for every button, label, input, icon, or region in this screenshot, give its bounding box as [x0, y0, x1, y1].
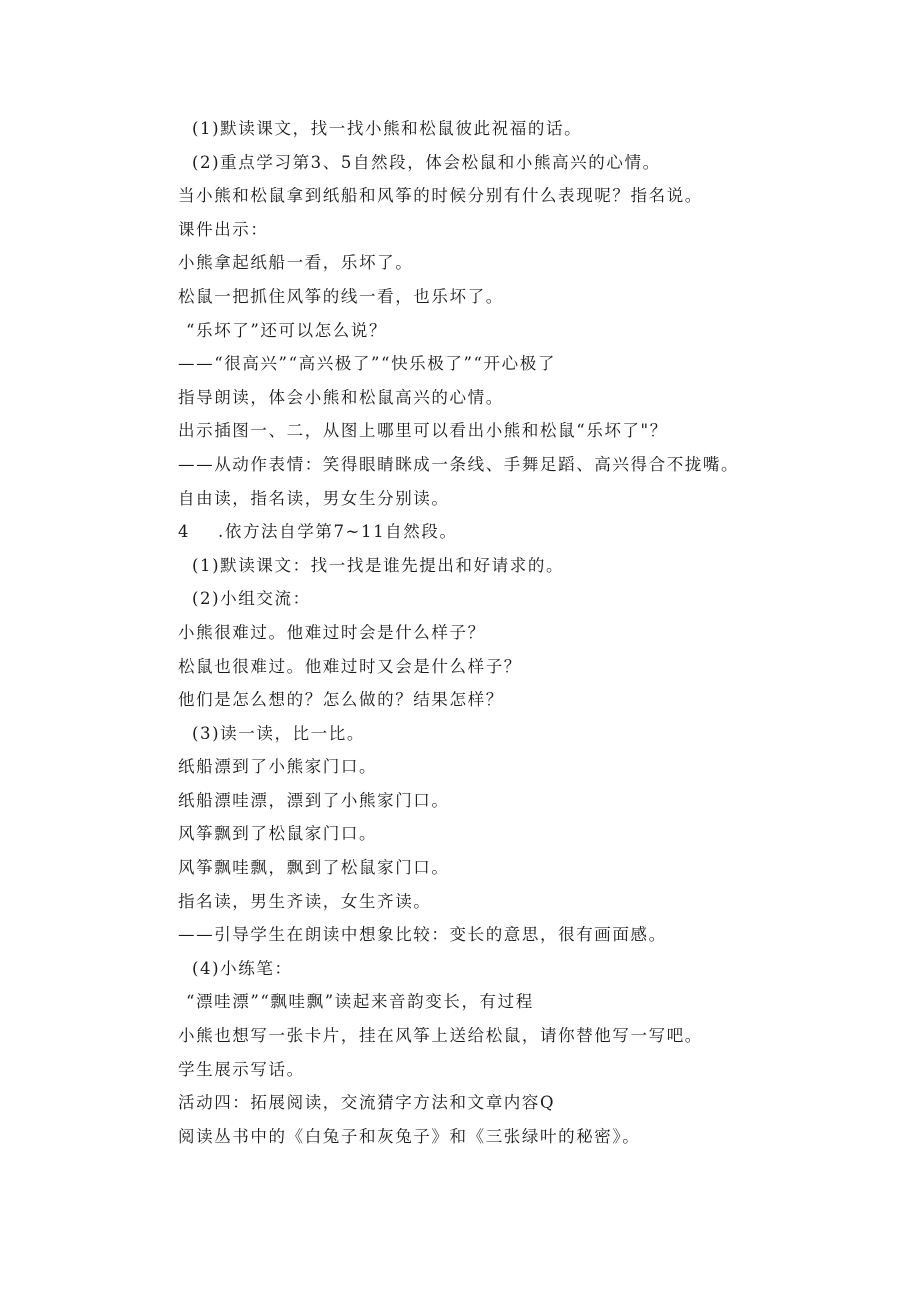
text-line: 阅读丛书中的《白兔子和灰兔子》和《三张绿叶的秘密》。 — [178, 1126, 641, 1146]
text-line: ——引导学生在朗读中想象比较：变长的意思，很有画面感。 — [178, 925, 667, 945]
text-line: ——“很高兴”“高兴极了”“快乐极了”“开心极了 — [178, 354, 556, 374]
text-line: 他们是怎么想的？怎么做的？结果怎样？ — [178, 690, 504, 710]
lesson-text-body — [178, 112, 878, 1153]
text-line: 自由读，指名读，男女生分别读。 — [178, 488, 450, 508]
text-line: 松鼠也很难过。他难过时又会是什么样子？ — [178, 656, 522, 676]
text-line: 纸船漂哇漂，漂到了小熊家门口。 — [178, 790, 450, 810]
text-line: (2)小组交流： — [192, 589, 311, 609]
text-line: (1)默读课文：找一找是谁先提出和好请求的。 — [192, 555, 565, 575]
text-line: 风筝飘到了松鼠家门口。 — [178, 824, 378, 844]
text-line: 松鼠一把抓住风筝的线一看，也乐坏了。 — [178, 286, 504, 306]
text-line: (2)重点学习第3、5自然段，体会松鼠和小熊高兴的心情。 — [192, 152, 661, 172]
text-line: 纸船漂到了小熊家门口。 — [178, 757, 378, 777]
text-line: 活动四：拓展阅读，交流猜字方法和文章内容Q — [178, 1093, 556, 1113]
text-line: 出示插图一、二，从图上哪里可以看出小熊和松鼠“乐坏了"？ — [178, 421, 668, 441]
text-line: “漂哇漂”“飘哇飘”读起来音韵变长，有过程 — [186, 992, 534, 1012]
text-line: 风筝飘哇飘，飘到了松鼠家门口。 — [178, 858, 450, 878]
text-line: (4)小练笔： — [192, 958, 293, 978]
text-line: 小熊也想写一张卡片，挂在风筝上送给松鼠，请你替他写一写吧。 — [178, 1026, 703, 1046]
text-line: 当小熊和松鼠拿到纸船和风筝的时候分别有什么表现呢？指名说。 — [178, 186, 703, 206]
text-line: (1)默读课文，找一找小熊和松鼠彼此祝福的话。 — [192, 119, 583, 138]
text-line: 指导朗读，体会小熊和松鼠高兴的心情。 — [178, 387, 504, 407]
text-line: ——从动作表情：笑得眼睛眯成一条线、手舞足蹈、高兴得合不拢嘴。 — [178, 454, 740, 474]
text-line: “乐坏了”还可以怎么说？ — [186, 320, 388, 340]
text-line: 指名读，男生齐读，女生齐读。 — [178, 891, 432, 911]
text-line: 小熊拿起纸船一看，乐坏了。 — [178, 253, 414, 273]
text-line: 小熊很难过。他难过时会是什么样子？ — [178, 622, 486, 642]
text-line — [178, 515, 878, 549]
text-line: 课件出示： — [178, 219, 269, 239]
text-line: 学生展示写话。 — [178, 1059, 305, 1079]
line-text: .依方法自学第7~11自然段。 — [218, 522, 458, 542]
list-number: 4 — [178, 522, 191, 542]
text-line: (3)读一读，比一比。 — [192, 723, 365, 743]
